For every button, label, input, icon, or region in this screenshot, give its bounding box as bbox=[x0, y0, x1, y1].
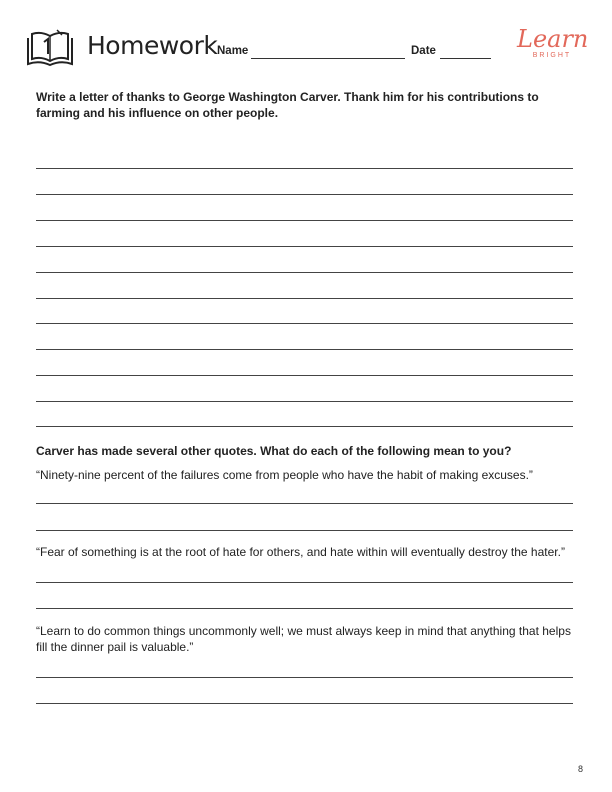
letter-writing-line[interactable] bbox=[36, 426, 573, 427]
letter-prompt: Write a letter of thanks to George Washington Carver. Thank him for his contributions to farming and his influence on other people. bbox=[36, 90, 539, 120]
letter-writing-line[interactable] bbox=[36, 194, 573, 195]
date-label: Date bbox=[411, 45, 436, 57]
letter-writing-line[interactable] bbox=[36, 220, 573, 221]
quote-1-answer-line[interactable] bbox=[36, 530, 573, 531]
logo-word: Learn bbox=[517, 25, 589, 53]
name-label: Name bbox=[217, 45, 249, 57]
quotes-prompt: Carver has made several other quotes. What do each of the following mean to you? bbox=[36, 444, 512, 458]
quote-3: “Learn to do common things uncommonly well; we must always keep in mind that anything that helps fill the dinner pail is valuable.” bbox=[36, 624, 571, 654]
letter-writing-line[interactable] bbox=[36, 298, 573, 299]
quote-2: “Fear of something is at the root of hate for others, and hate within will eventually destroy the hater.” bbox=[36, 545, 565, 559]
worksheet-header bbox=[25, 25, 589, 75]
letter-writing-line[interactable] bbox=[36, 375, 573, 376]
letter-writing-line[interactable] bbox=[36, 246, 573, 247]
date-field[interactable] bbox=[440, 58, 491, 59]
quote-3-answer-line[interactable] bbox=[36, 677, 573, 678]
quote-2-answer-line[interactable] bbox=[36, 608, 573, 609]
page-number: 8 bbox=[578, 764, 584, 774]
letter-writing-line[interactable] bbox=[36, 349, 573, 350]
letter-writing-line[interactable] bbox=[36, 272, 573, 273]
name-field[interactable] bbox=[251, 58, 405, 59]
letter-writing-line[interactable] bbox=[36, 401, 573, 402]
letter-writing-line[interactable] bbox=[36, 323, 573, 324]
learn-bright-logo bbox=[517, 25, 587, 70]
logo-subtitle: BRIGHT bbox=[532, 52, 572, 59]
open-book-icon bbox=[25, 28, 75, 68]
quote-1-answer-line[interactable] bbox=[36, 503, 573, 504]
page-title: Homework bbox=[87, 31, 218, 60]
letter-writing-line[interactable] bbox=[36, 168, 573, 169]
quote-3-answer-line[interactable] bbox=[36, 703, 573, 704]
quote-1: “Ninety-nine percent of the failures come from people who have the habit of making excuses.” bbox=[36, 468, 533, 482]
quote-2-answer-line[interactable] bbox=[36, 582, 573, 583]
